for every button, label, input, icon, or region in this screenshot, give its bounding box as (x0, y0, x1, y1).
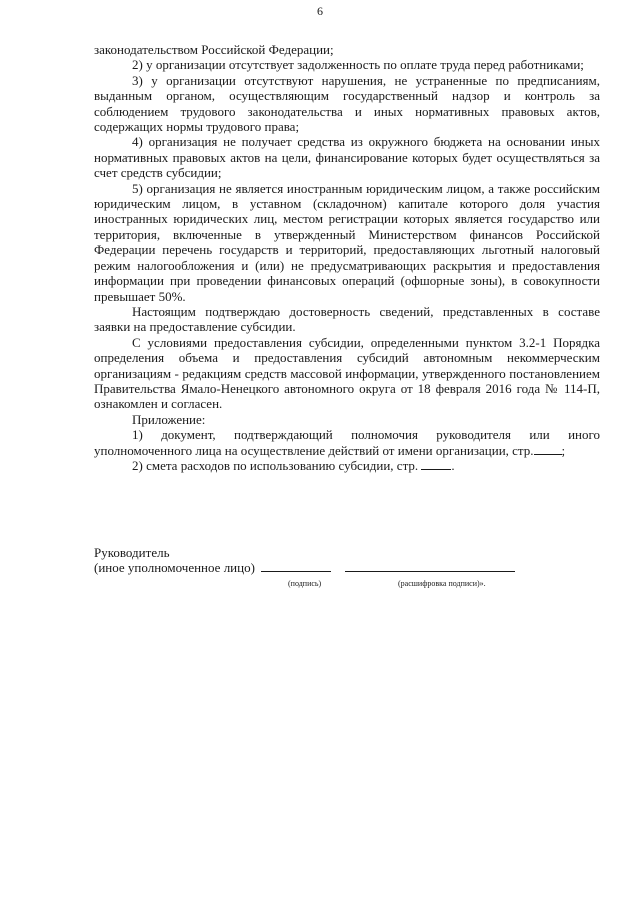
paragraph-confirmation: Настоящим подтверждаю достоверность сведений, представленных в составе заявки на предоставление субсидии. (94, 303, 600, 335)
appendix-item-1-text: 1) документ, подтверждающий полномочия руководителя или иного уполномоченного лица на осуществление действий от имени организации, стр. (94, 427, 600, 458)
appendix-item-2-end: . (451, 457, 455, 473)
paragraph-conditions: С условиями предоставления субсидии, определенными пунктом 3.2-1 Порядка определения объема и предоставления субсидий автономным некоммерческим организациям - редакциям средств массовой информации, утвержденного постановлением Правительства Ямало-Ненецкого автономного округа от 18 февраля 2016 года № 114-П, ознакомлен и согласен. (94, 334, 600, 412)
page-number: 6 (317, 4, 323, 18)
appendix-heading: Приложение: (132, 411, 206, 427)
signature-captions (94, 576, 600, 588)
paragraph-continuation: законодательством Российской Федерации; (94, 42, 334, 57)
paragraph-item-5: 5) организация не является иностранным юридическим лицом, а также российским юридическим лицом, в уставном (складочном) капитале которого доля участия иностранных юридических лиц, местом регистрации которых является государство или территория, включенные в утвержденный Министерством финансов Российской Федерации перечень государств и территорий, предоставляющих льготный налоговый режим налогообложения и (или) не предусматривающих раскрытия и предоставления информации при проведении финансовых операций (офшорные зоны), в совокупности превышает 50%. (94, 180, 600, 304)
signer-title: Руководитель (94, 545, 170, 560)
appendix-item-2 (94, 458, 600, 473)
appendix-item-1-end: ; (561, 442, 566, 458)
page-count-blank (421, 458, 451, 470)
paragraph-item-3: 3) у организации отсутствуют нарушения, не устраненные по предписаниям, выданным органом, осуществляющим государственный надзор и контроль за соблюдением трудового законодательства и иных нормативных правовых актов, содержащих нормы трудового права; (94, 72, 600, 135)
paragraph-item-2: 2) у организации отсутствует задолженность по оплате труда перед работниками; (132, 57, 584, 73)
signature-decoding-line (345, 560, 515, 572)
decoding-caption: (расшифровка подписи)». (398, 578, 486, 588)
signature-line (261, 560, 331, 572)
paragraph-item-4: 4) организация не получает средства из окружного бюджета на основании иных нормативных правовых актов на цели, финансирование которых будет осуществляться за счет средств субсидии; (94, 134, 600, 181)
page-count-blank (534, 443, 562, 455)
document-body (94, 42, 600, 473)
signer-alt-title: (иное уполномоченное лицо) (94, 560, 255, 576)
appendix-item-2-text: 2) смета расходов по использованию субсидии, стр. (132, 457, 419, 473)
signature-caption: (подпись) (288, 578, 322, 588)
signature-block (94, 545, 600, 588)
signer-title-line (94, 560, 600, 575)
appendix-item-1 (94, 427, 600, 458)
